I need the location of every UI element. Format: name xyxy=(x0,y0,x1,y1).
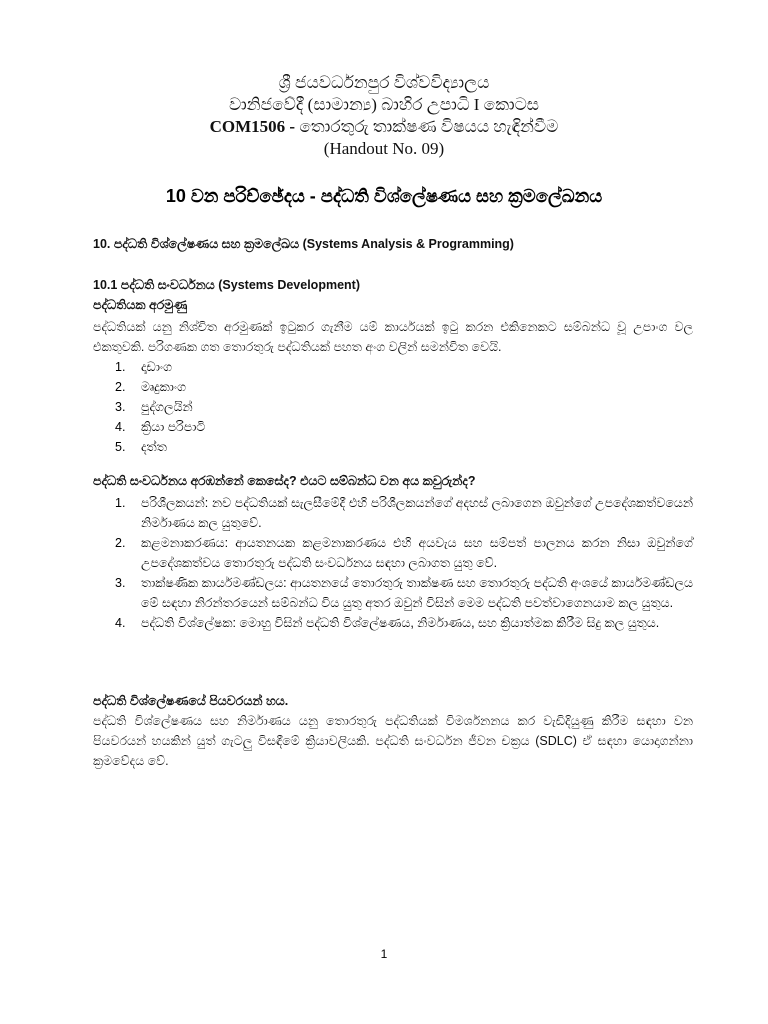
university-name: ශ්‍රී ජයවර්ධනපුර විශ්වවිද්‍යාලය xyxy=(278,73,490,92)
list-item xyxy=(93,417,693,437)
course-code: COM1506 - xyxy=(209,117,296,136)
section-10-heading: 10. පද්ධති විශ්ලේෂණය සහ ක්‍රමලේඛය (Systems Analysis & Programming) xyxy=(93,237,514,251)
list-item-number: 1. xyxy=(115,360,126,374)
list-item-number: 4. xyxy=(115,420,126,434)
list-item-number: 4. xyxy=(115,616,126,630)
list-item-number: 2. xyxy=(115,380,126,394)
list-item xyxy=(93,357,693,377)
analysis-steps-heading: පද්ධති විශ්ලේෂණයේ පියවරයන් හය. xyxy=(93,694,289,708)
list-item-text: ක්‍රියා පරිපාටි xyxy=(141,420,206,434)
degree-line: වානිජවේදී (සාමාන්‍ය) බාහිර උපාධි I කොටස xyxy=(228,95,540,114)
list-item-text: පද්ධති විශ්ලේෂක: මොහු විසින් පද්ධති විශ්ලේෂණය, නිර්මාණය, සහ ක්‍රියාත්මක කිරීම සිදු කල යුතුය. xyxy=(141,616,660,630)
list-item xyxy=(93,613,693,633)
list-item-text: පරිශීලකයන්: නව පද්ධතියක් සැලසීමේදී එහි පරිශීලකයන්ගේ අදහස් ලබාගෙන ඔවුන්ගේ උපදේශකත්වයෙන් නිර්මාණය කල යුතුවේ. xyxy=(141,496,693,530)
course-name: තොරතුරු තාක්ෂණ විෂයය හැඳින්වීම xyxy=(299,117,559,136)
document-header xyxy=(0,72,768,160)
participants-list-wrap xyxy=(93,493,693,633)
list-item-text: මෘදුකාංග xyxy=(141,380,187,394)
system-components-list-wrap xyxy=(93,357,693,457)
system-objectives-heading: පද්ධතියක අරමුණු xyxy=(93,298,188,312)
list-item-number: 5. xyxy=(115,440,126,454)
list-item-number: 1. xyxy=(115,496,126,510)
handout-number: (Handout No. 09) xyxy=(323,139,445,158)
list-item xyxy=(93,377,693,397)
list-item xyxy=(93,533,693,573)
participants-list xyxy=(93,493,693,633)
list-item-number: 2. xyxy=(115,536,126,550)
page-number: 1 xyxy=(380,947,388,961)
list-item-number: 3. xyxy=(115,400,126,414)
list-item-text: පුද්ගලයින් xyxy=(141,400,193,414)
course-line xyxy=(0,116,768,138)
system-definition-paragraph: පද්ධතියක් යනු නිශ්චිත අරමුණක් ඉටුකර ගැනීම යම් කාර්යයක් ඉටු කරන එකිනෙකට සම්බන්ධ වූ උපාංග වල එකතුවකි. පරිගණක ගත තොරතුරු පද්ධතියක් පහත අංග වලින් සමන්විත වෙයි. xyxy=(93,320,693,354)
list-item-text: තාක්ෂණික කාර්යමණ්ඩලය: ආයතනයේ තොරතුරු තාක්ෂණ සහ තොරතුරු පද්ධති අංශයේ කාර්යමණ්ඩලය මේ සඳහා නිරන්තරයෙන් සම්බන්ධ විය යුතු අතර ඔවුන් විසින් මෙම පද්ධති පවත්වාගෙනයාම කල යුතුය. xyxy=(141,576,693,610)
chapter-title: 10 වන පරිච්ඡේදය - පද්ධති විශ්ලේෂණය සහ ක්‍රමලේඛනය xyxy=(165,186,603,206)
list-item-text: දෘඩාංග xyxy=(141,360,173,374)
list-item xyxy=(93,437,693,457)
list-item-text: දත්ත xyxy=(141,440,167,454)
list-item-number: 3. xyxy=(115,576,126,590)
list-item xyxy=(93,573,693,613)
analysis-steps-paragraph: පද්ධති විශ්ලේෂණය සහ නිර්මාණය යනු තොරතුරු පද්ධතියක් විමර්ශනනය කර වැඩිදියුණු කිරීම සඳහා වන පියවරයන් හයකින් යුත් ගැටලු විසඳීමේ ක්‍රියාවලියකි. පද්ධති සංවර්ධන ජීවන චක්‍රය (SDLC) ඒ සඳහා යොදාගන්නා ක්‍රමවේදය වේ. xyxy=(93,714,693,768)
list-item-text: කළමනාකරණය: ආයතනයක කළමනාකරණය එහි අයවැය සහ සම්පත් පාලනය කරන නිසා ඔවුන්ගේ උපදේශකත්වය තොරතුරු පද්ධති සංවර්ධනය සඳහා ලබාගත යුතු වේ. xyxy=(141,536,693,570)
list-item xyxy=(93,397,693,417)
section-10-1-heading: 10.1 පද්ධති සංවර්ධනය (Systems Development) xyxy=(93,278,360,292)
system-components-list xyxy=(93,357,693,457)
list-item xyxy=(93,493,693,533)
development-question-heading: පද්ධති සංවර්ධනය අරඹන්නේ කෙසේද? එයට සම්බන්ධ වන අය කවුරුන්ද? xyxy=(93,474,476,488)
